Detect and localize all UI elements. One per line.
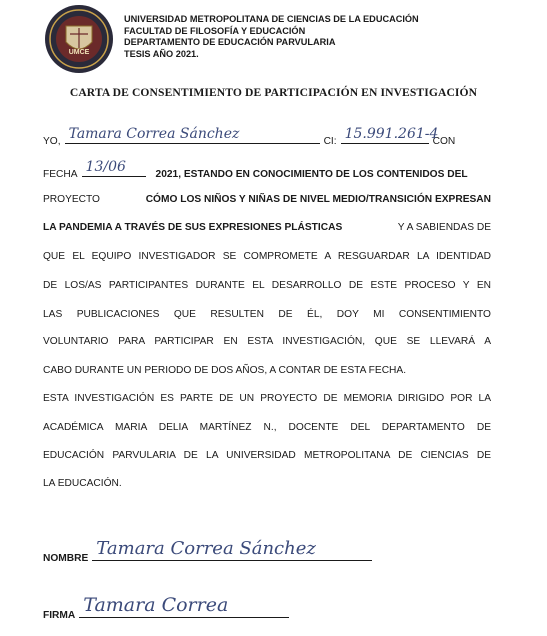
nombre-field[interactable]: [92, 538, 372, 561]
fecha-field[interactable]: [82, 159, 146, 177]
line-9: [43, 365, 491, 376]
line6-text: DE LOS/AS PARTICIPANTES DURANTE EL DESARROLLO DE ESTE PROCESO Y EN: [43, 280, 491, 291]
fecha-label: FECHA: [43, 169, 78, 180]
firma-row: [43, 594, 491, 621]
line-10: [43, 393, 491, 404]
project-title-part1: CÓMO LOS NIÑOS Y NIÑAS DE NIVEL MEDIO/TRANSICIÓN EXPRESAN: [145, 194, 491, 205]
firma-field[interactable]: [79, 594, 289, 618]
institution-header: [124, 14, 419, 60]
yo-label: YO,: [43, 136, 61, 147]
header-line-department: DEPARTAMENTO DE EDUCACIÓN PARVULARIA: [124, 37, 336, 47]
proyecto-label: PROYECTO: [43, 194, 100, 205]
line8-text: VOLUNTARIO PARA PARTICIPAR EN ESTA INVESTIGACIÓN, QUE SE LLEVARÁ A: [43, 336, 491, 347]
line-4: [43, 222, 491, 233]
line-6: [43, 280, 491, 291]
line11-text: ACADÉMICA MARIA DELIA MARTÍNEZ N., DOCENTE DEL DEPARTAMENTO DE: [43, 422, 491, 433]
line-5: [43, 251, 491, 262]
line-7: [43, 309, 491, 320]
line10-text: ESTA INVESTIGACIÓN ES PARTE DE UN PROYECTO DE MEMORIA DIRIGIDO POR LA: [43, 393, 491, 404]
line-12: [43, 450, 491, 461]
firma-label: FIRMA: [43, 610, 76, 621]
header-line-faculty: FACULTAD DE FILOSOFÍA Y EDUCACIÓN: [124, 25, 306, 36]
name-handwritten: Tamara Correa Sánchez: [68, 126, 240, 142]
line7-text: LAS PUBLICACIONES QUE RESULTEN DE ÉL, DOY MI CONSENTIMIENTO: [43, 309, 491, 320]
document-title: CARTA DE CONSENTIMIENTO DE PARTICIPACIÓN EN INVESTIGACIÓN: [69, 86, 478, 99]
line4-text: Y A SABIENDAS DE: [397, 222, 491, 233]
line2-text: 2021, ESTANDO EN CONOCIMIENTO DE LOS CONTENIDOS DEL: [155, 169, 468, 180]
line-name-ci: [43, 126, 491, 147]
ci-field[interactable]: [341, 126, 439, 144]
nombre-row: [43, 538, 491, 564]
nombre-handwritten: Tamara Correa Sánchez: [96, 538, 316, 559]
line9-text: CABO DURANTE UN PERIODO DE DOS AÑOS, A CONTAR DE ESTA FECHA.: [43, 365, 407, 376]
fecha-handwritten: 13/06: [85, 159, 126, 175]
logo-text: UMCE: [68, 49, 90, 56]
line-11: [43, 422, 491, 433]
project-title-part2: LA PANDEMIA A TRAVÉS DE SUS EXPRESIONES PLÁSTICAS: [43, 222, 343, 233]
ci-handwritten: 15.991.261-4: [344, 126, 439, 142]
line-3: [43, 194, 491, 205]
name-field[interactable]: [65, 126, 320, 144]
line13-text: LA EDUCACIÓN.: [43, 478, 122, 489]
nombre-label: NOMBRE: [43, 553, 89, 564]
signature-handwritten: Tamara Correa: [83, 594, 229, 616]
line12-text: EDUCACIÓN PARVULARIA DE LA UNIVERSIDAD METROPOLITANA DE CIENCIAS DE: [43, 450, 491, 461]
header-line-university: UNIVERSIDAD METROPOLITANA DE CIENCIAS DE LA EDUCACIÓN: [124, 14, 419, 24]
line-13: [43, 478, 491, 489]
line-fecha: [43, 159, 491, 180]
university-seal-logo: [44, 4, 114, 74]
line-8: [43, 336, 491, 347]
ci-label: CI:: [323, 136, 337, 147]
line5-text: QUE EL EQUIPO INVESTIGADOR SE COMPROMETE A RESGUARDAR LA IDENTIDAD: [43, 251, 491, 262]
header-line-thesis-year: TESIS AÑO 2021.: [124, 48, 199, 59]
con-label: CON: [432, 136, 456, 147]
